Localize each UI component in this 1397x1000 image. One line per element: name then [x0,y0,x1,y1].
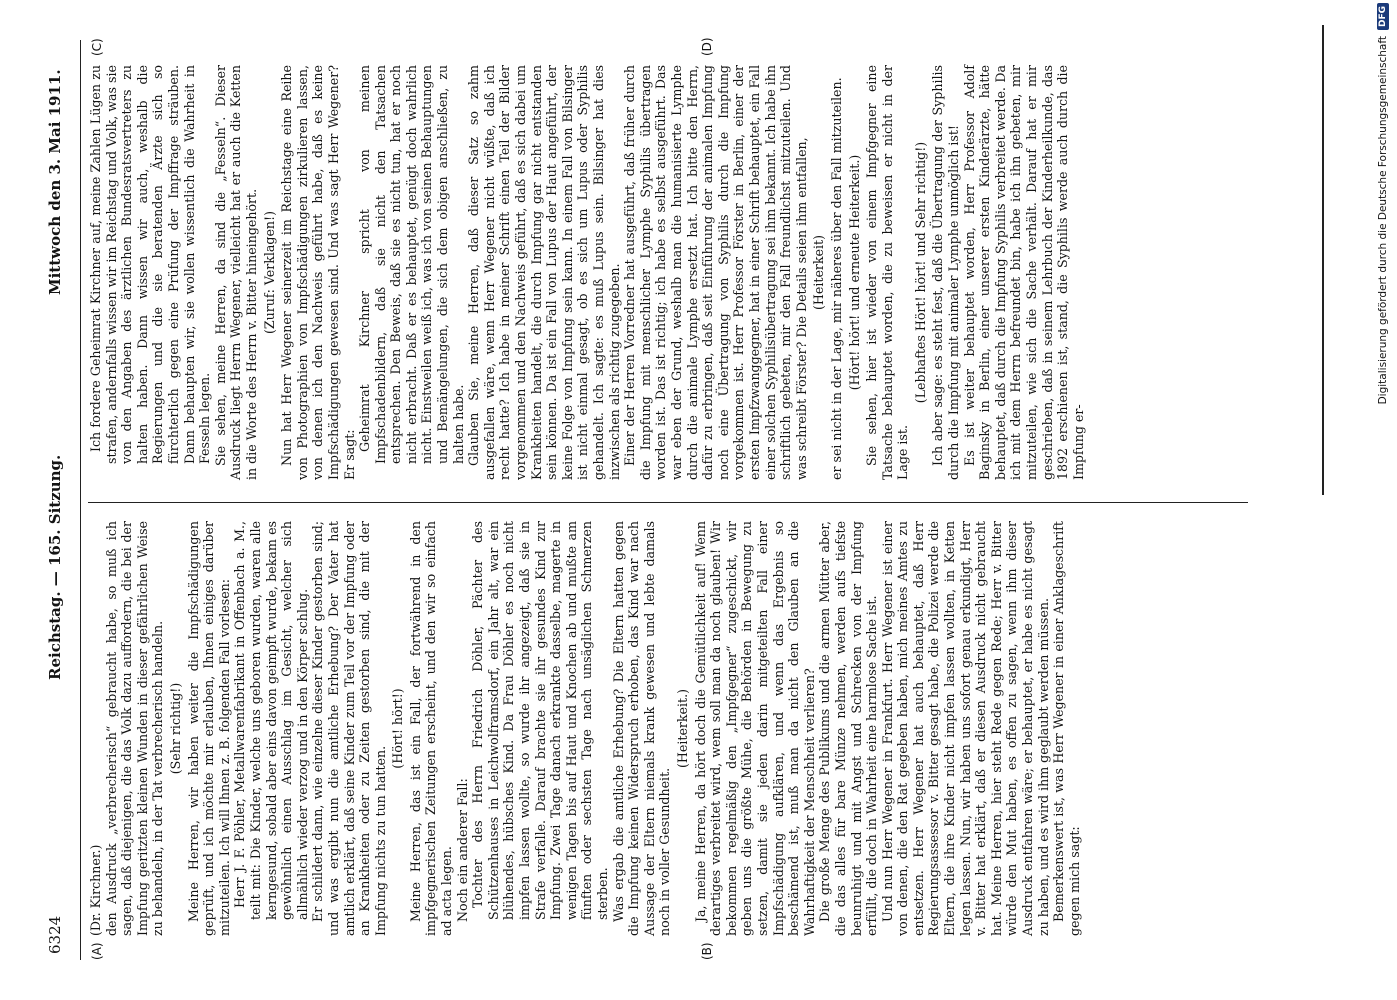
quotation: Herr J. F. Pöhler, Metallwarenfabrikant in Offenbach a. M., teilt mit: Die Kinder, welche uns geboren wurden, waren alle kerngesund, sobald aber eins davon geimpft wurde, bekam es gewöhnlich einen Ausschlag im Gesicht, welcher sich allmählich wieder verzog und in den Körper schlug. [232,521,310,920]
paragraph: Ja, meine Herren, da hört doch die Gemütlichkeit auf! Wenn derartiges verbreitet wird, wem soll man da noch glauben! Wir bekommen regelmäßig den „Impfgegner“ zugeschickt, wir geben uns die größte Mühe, die Behörden in Bewegung zu setzen, damit sie jeden darin mitgeteilten Fall einer Impfschädigung aufklären, und wenn das Ergebnis so beschämend ist, muß man da nicht den Glauben an die Wahrhaftigkeit der Menschheit verlieren? [692,521,817,936]
paragraph: Und nun Herr Wegener in Frankfurt. Herr Wegener ist einer von denen, die den Rat gegeben haben, mich meines Amtes zu entsetzen. Herr Wegener hat auch behauptet, daß Herr Regierungsassessor v. Bitter gesagt habe, die Polizei werde die Eltern, die ihre Kinder nicht impfen lassen wollten, in Ketten legen lassen. Nun, wir haben uns sofort genau erkundigt, Herr v. Bitter hat erklärt, daß er diesen Ausdruck nicht gebraucht hat. Meine Herren, hier steht Rede gegen Rede; Herr v. Bitter würde den Mut haben, es offen zu sagen, wenn ihm dieser Ausdruck entfahren wäre; er behauptet, er habe es nicht gesagt zu haben, und es wird ihm geglaubt werden müssen. [879,521,1051,936]
paragraph: Noch ein anderer Fall: [454,778,470,922]
interjection: (Lebhaftes Hört! hört! und Sehr richtig!) [912,141,928,404]
header-rule [80,40,81,960]
paragraph: Ich aber sage: es steht fest, daß die Übertragung der Syphilis durch die Impfung mit animaler Lymphe unmöglich ist! [930,65,962,480]
page-header [40,0,74,1000]
interjection: (Hört! hört!) [390,688,406,769]
interjection: (Sehr richtig!) [167,682,183,775]
interjection: (Zuruf: Verklagen!) [261,211,277,334]
left-column [88,521,1082,936]
paragraph: Es ist weiter behauptet worden, Herr Professor Adolf Baginsky in Berlin, einer unserer ersten Kinderärzte, hätte behauptet, daß durch die Impfung Syphilis verbreitet werde. Da ich mit dem Herrn befreundet bin, habe ich ihn gebeten, mir mitzuteilen, wie sich die Sache verhält. Darauf hat er mir geschrieben, daß in seinem Lehrbuch der Kinderheilkunde, das 1892 erschienen ist, stand, die Syphilis werde auch durch die Impfung er- [961,65,1086,480]
paragraph: Glauben Sie, meine Herren, daß dieser Satz so zahm ausgefallen wäre, wenn Herr Wegener nicht wüßte, daß ich recht hatte? Ich habe in meiner Schrift einen Teil der Bilder vorgenommen und den Nachweis geführt, daß es sich dabei um Krankheiten handelt, die durch Impfung gar nicht entstanden sein können. Da ist ein Fall von Lupus der Haut angeführt, der keine Folge von Impfung sein kann. In einem Fall von Bilsinger ist nicht einmal gesagt, ob es sich um Lupus oder Syphilis gehandelt. Ich sagte: es muß Lupus sein. Bilsinger hat dies inzwischen als richtig zugegeben. [466,65,622,480]
paragraph: Was ergab die amtliche Erhebung? Die Eltern hatten gegen die Impfung keinen Widerspruch erhoben, das Kind war nach Aussage der Eltern niemals krank gewesen und lebte damals noch in voller Gesundheit. [610,521,673,936]
paragraph: Sie sehen, meine Herren, da sind die „Fesseln“. Dieser Ausdruck liegt Herrn Wegener, vielleicht hat er auch die Ketten in die Worte des Herrn v. Bitter hineingehört. [212,65,259,480]
paragraph: er sei nicht in der Lage, mir näheres über den Fall mitzuteilen. [828,77,844,480]
header-date: Mittwoch den 3. Mai 1911. [46,69,64,295]
right-column [88,65,1086,480]
bottom-rule [1322,25,1324,495]
footer-strip [1355,0,1389,1000]
header-session-title: Reichstag. — 165. Sitzung. [46,454,64,680]
interjection: (Hört! hört! und erneute Heiterkeit.) [846,154,862,391]
speaker-note: (Dr. Kirchner.) [88,844,103,936]
page-number: 6324 [46,915,64,954]
paragraph: Sie sehen, hier ist wieder von einem Impfgegner eine Tatsache behauptet worden, die zu beweisen er nicht in der Lage ist. [864,65,911,480]
margin-mark-c: (C) [90,38,104,56]
quotation: Geheimrat Kirchner spricht von meinen Impfschadenbildern, daß sie nicht den Tatsachen entsprechen. Den Beweis, daß sie es nicht tun, hat er noch nicht erbracht. Daß er es behauptet, genügt doch wahrlich nicht. Einstweilen weiß ich, was ich von seinen Behauptungen und Bemängelungen, die sich dem obigen anschließen, zu halten habe. [357,65,466,464]
quotation: Tochter des Herrn Friedrich Döhler, Pächter des Schützenhauses in Leichwolframsdorf, ein Jahr alt, war ein blühendes, hübsches Kind. Da Frau Döhler es noch nicht impfen lassen wollte, so wurde ihr angezeigt, daß sie in Strafe verfalle. Darauf brachte sie ihr gesundes Kind zur Impfung. Zwei Tage danach erkrankte dasselbe, magerte in wenigen Tagen bis auf Haut und Knochen ab und mußte am fünften oder sechsten Tage nach unsäglichen Schmerzen sterben. [470,521,610,920]
footer-credit-line [1369,0,1397,995]
paragraph: Einer der Herren Vorredner hat ausgeführt, daß früher durch die Impfung mit menschlicher Lymphe Syphilis übertragen worden ist. Das ist richtig; ich habe es selbst ausgeführt. Das war eben der Grund, weshalb man die humanisierte Lymphe durch die animale Lymphe ersetzt hat. Ich bitte den Herrn, dafür zu erbringen, daß seit Einführung der animalen Impfung noch eine Übertragung von Syphilis durch die Impfung vorgekommen ist. Herr Professor Förster in Berlin, einer der ersten Impfzwanggegner, hat in einer Schrift behauptet, ein Fall einer solchen Syphilisübertragung sei ihm bekannt. Ich habe ihn schriftlich gebeten, mir den Fall freundlichst mitzuteilen. Und was schreibt Förster? Die Details seien ihm entfallen, [622,65,809,480]
dfg-logo: DFG [1377,3,1389,30]
paragraph: Er schildert dann, wie einzelne dieser Kinder gestorben sind; und was ergibt nun die amtliche Erhebung? Der Vater hat amtlich erklärt, daß seine Kinder zum Teil vor der Impfung oder an Krankheiten oder zu Zeiten gestorben sind, die mit der Impfung nichts zu tun hatten. [310,521,388,936]
interjection: (Heiterkeit) [811,235,827,310]
paragraph: Meine Herren, das ist ein Fall, der fortwährend in den impfgegnerischen Zeitungen erscheint, und den wir so einfach ad acta legen. [407,521,455,936]
margin-mark-a: (A) [90,942,104,960]
column-divider [88,502,1248,503]
paragraph: Meine Herren, wir haben weiter die Impfschädigungen geprüft, und ich möchte mir erlauben, Ihnen einiges darüber mitzuteilen. Ich will Ihnen z. B. folgenden Fall vorlesen: [185,521,232,936]
margin-mark-b: (B) [700,942,714,960]
paragraph: Die große Menge des Publikums und die armen Mütter aber, die das alles für bare Münze nehmen, werden aufs tiefste beunruhigt und mit Angst und Schrecken von der Impfung erfüllt, die doch in Wahrheit eine harmlose Sache ist. [817,521,880,936]
margin-mark-d: (D) [700,37,714,56]
interjection: (Heiterkeit.) [674,689,690,768]
paragraph: den Ausdruck „verbrecherisch“ gebraucht habe, so muß ich sagen, daß diejenigen, die das Volk dazu auffordern, die bei der Impfung geritzten kleinen Wunden in dieser gefährlichen Weise zu behandeln, in der Tat verbrecherisch handeln. [103,521,166,936]
footer-credit: Digitalisierung gefördert durch die Deutsche Forschungsgemeinschaft [1377,36,1389,405]
paragraph: Bemerkenswert ist, was Herr Wegener in einer Anklageschrift gegen mich sagt: [1051,521,1082,936]
paragraph: Nun hat Herr Wegener seinerzeit im Reichstage eine Reihe von Photographien von Impfschädigungen zirkulieren lassen, von denen ich den Nachweis geführt habe, daß es keine Impfschädigungen gewesen sind. Und was sagt Herr Wegener? Er sagt: [279,65,357,480]
quotation: Ich fordere Geheimrat Kirchner auf, meine Zahlen Lügen zu strafen, andernfalls wissen wir im Reichstag und Volk, was sie von den Angaben des ärztlichen Bundesratsvertreters zu halten haben. Dann wissen wir auch, weshalb die Regierungen und die sie beratenden Ärzte sich so fürchterlich gegen eine Prüfung der Impffrage sträuben. Dann behaupten wir, sie wollen wissentlich die Wahrheit in Fesseln legen. [88,65,213,464]
